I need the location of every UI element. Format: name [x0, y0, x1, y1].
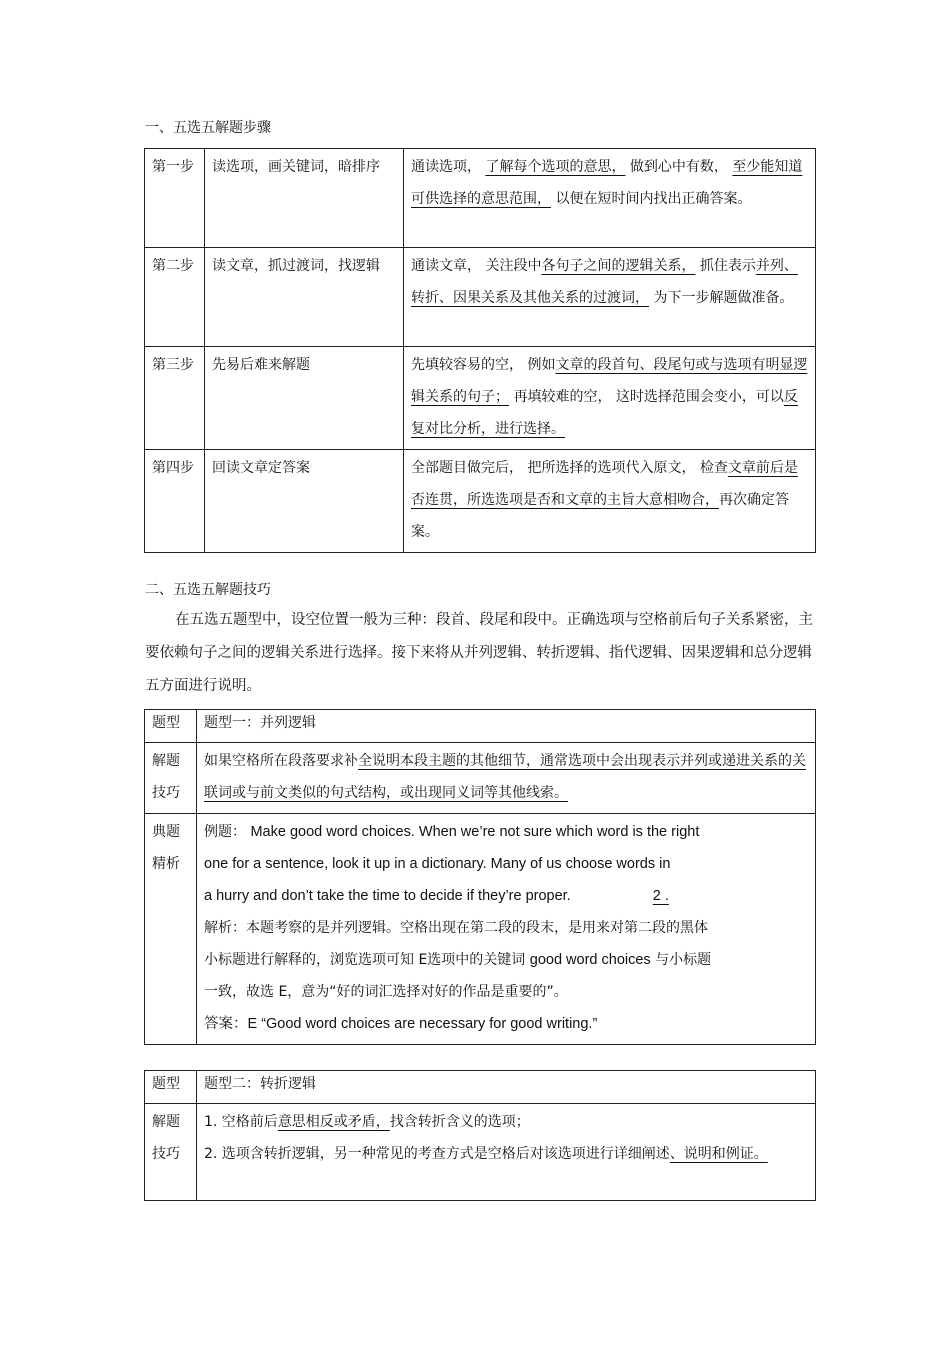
desc-underlined: 至少能知道可供选择的意思范围， [411, 159, 803, 207]
tip-underlined: 全说明本段主题的其他细节，通常选项中会出现表示并列或递进关系的关联词或与前文类似的句式结构，或出现同义词等其他线索。 [204, 753, 806, 801]
tip-underlined: 意思相反或矛盾， [277, 1114, 390, 1130]
desc-text: 为下一步解题做准备。 [653, 290, 794, 306]
step-action: 读选项，画关键词，暗排序 [205, 149, 404, 248]
desc-underlined: 并列、转折、因果关系及其他关系的过渡词， [411, 258, 798, 306]
type-title: 题型二：转折逻辑 [197, 1071, 816, 1104]
desc-underlined: 文章的段首句、段尾句或与选项有明显逻辑关系的句子； [411, 357, 808, 405]
table-row [145, 347, 816, 450]
desc-text: 以便在短时间内找出正确答案。 [555, 191, 752, 207]
paragraph-text: 在五选五题型中，设空位置一般为三种：段首、段尾和段中。正确选项与空格前后句子关系紧密，主要依赖句子之间的逻辑关系进行选择。接下来将从并列逻辑、转折逻辑、指代逻辑、因果逻辑和总分逻辑五方面进行说明。 [145, 612, 813, 694]
example-line [204, 816, 809, 848]
tip-text [197, 743, 816, 814]
analysis-text: E选项中的关键词 [418, 952, 526, 968]
analysis-text: 小标题进行解释的，浏览选项可知 [204, 952, 414, 968]
row-label: 解题技巧 [145, 1104, 197, 1201]
step-description [404, 149, 816, 248]
analysis-text: 解析：本题考察的是并列逻辑。空格出现在第二段的段末，是用来对第二段的黑体 [204, 920, 708, 936]
example-cell [197, 814, 816, 1045]
logic-table-contrast [144, 1070, 816, 1201]
example-label: 例题： [204, 824, 246, 840]
analysis-text: 一致，故选 E，意为“好的词汇选择对好的作品是重要的”。 [204, 984, 568, 1000]
desc-underlined: 各句子之间的逻辑关系， [541, 258, 696, 274]
desc-text: 先填较容易的空， [411, 357, 523, 373]
keyword-text: good word choices [529, 952, 651, 968]
step-label: 第一步 [145, 149, 205, 248]
desc-underlined: 了解每个选项的意思， [485, 159, 626, 175]
row-label: 典题精析 [145, 814, 197, 1045]
steps-table [144, 148, 816, 553]
desc-text: 通读选项， [411, 159, 481, 175]
tip-text [197, 1104, 816, 1201]
table-row [145, 743, 816, 814]
answer-text: 答案：E “Good word choices are necessary for good writing.” [204, 1016, 598, 1032]
step-label: 第四步 [145, 450, 205, 553]
step-label: 第三步 [145, 347, 205, 450]
section2-heading: 二、五选五解题技巧 [145, 582, 271, 598]
row-label: 题型 [145, 1071, 197, 1104]
desc-text: 关注段中 [485, 258, 542, 274]
tip-underlined: 、说明和例证。 [669, 1146, 768, 1162]
desc-text: 这时选择范围会变小，可以 [615, 389, 784, 405]
tip-plain: 如果空格所在段落要求补 [204, 753, 358, 769]
row-label: 解题技巧 [145, 743, 197, 814]
tip-plain: 找含转折含义的选项； [389, 1114, 530, 1130]
desc-text: 再次确定答案。 [411, 492, 789, 540]
step-description [404, 450, 816, 553]
tip-line [204, 1106, 809, 1138]
desc-underlined: 反复对比分析，进行选择。 [411, 389, 798, 437]
step-label: 第二步 [145, 248, 205, 347]
example-line [204, 880, 809, 912]
example-text: one for a sentence, look it up in a dictionary. Many of us choose words in [204, 856, 671, 872]
step-action: 回读文章定答案 [205, 450, 404, 553]
example-text: a hurry and don’t take the time to decide if they’re proper. [204, 888, 571, 904]
tip-plain: 2. 选项含转折逻辑，另一种常见的考查方式是空格后对该选项进行详细阐述 [204, 1146, 670, 1162]
type-title: 题型一：并列逻辑 [197, 710, 816, 743]
analysis-text: 与小标题 [655, 952, 712, 968]
desc-text: 再填较难的空， [513, 389, 612, 405]
step-description [404, 347, 816, 450]
analysis-line [204, 944, 809, 976]
step-action: 先易后难来解题 [205, 347, 404, 450]
table-row [145, 1071, 816, 1104]
desc-text: 例如 [527, 357, 556, 373]
answer-blank: 2 . [652, 888, 669, 904]
table-row [145, 1104, 816, 1201]
row-label: 题型 [145, 710, 197, 743]
step-action: 读文章，抓过渡词，找逻辑 [205, 248, 404, 347]
desc-text: 检查 [699, 460, 728, 476]
desc-text: 做到心中有数， [629, 159, 728, 175]
desc-text: 抓住表示 [699, 258, 756, 274]
step-description [404, 248, 816, 347]
desc-text: 全部题目做完后， [411, 460, 523, 476]
table-row [145, 710, 816, 743]
table-row [145, 248, 816, 347]
desc-text: 把所选择的选项代入原文， [527, 460, 696, 476]
desc-underlined: 文章前后是否连贯，所选选项是否和文章的主旨大意相吻合， [411, 460, 798, 508]
table-row [145, 149, 816, 248]
desc-text: 通读文章， [411, 258, 481, 274]
logic-table-parallel [144, 709, 816, 1045]
section1-heading: 一、五选五解题步骤 [145, 120, 271, 136]
example-text: Make good word choices. When we’re not sure which word is the right [250, 824, 700, 840]
table-row [145, 814, 816, 1045]
table-row [145, 450, 816, 553]
section2-paragraph [145, 604, 815, 703]
tip-plain: 1. 空格前后 [204, 1114, 278, 1130]
